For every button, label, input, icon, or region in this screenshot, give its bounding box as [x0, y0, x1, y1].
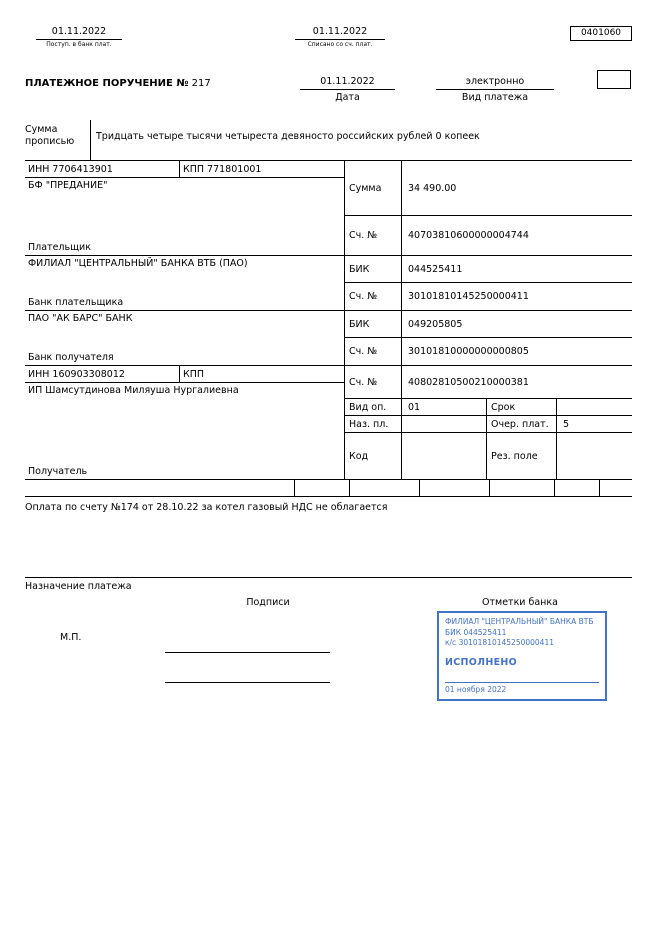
received-date-block: [36, 26, 122, 48]
priority-value: 5: [563, 418, 570, 430]
status-code-box: [597, 70, 631, 89]
purpose-code-label: Наз. пл.: [345, 416, 402, 432]
op-kind-row: [345, 399, 632, 416]
payment-order-table: [25, 160, 632, 480]
document-date: 01.11.2022: [300, 76, 395, 90]
budget-field-cell: [350, 479, 420, 496]
document-title-text: ПЛАТЕЖНОЕ ПОРУЧЕНИЕ №: [25, 78, 189, 89]
amount-words-label-1: Сумма: [25, 124, 58, 135]
payment-kind-block: [436, 76, 554, 103]
payment-kind-label: Вид платежа: [461, 92, 529, 103]
document-number: 217: [191, 78, 211, 89]
purpose-code-row: [345, 416, 632, 433]
payment-purpose-label: Назначение платежа: [25, 581, 132, 592]
reserve-value: [557, 433, 632, 479]
code-value: [402, 433, 487, 479]
payer-bank-name: ФИЛИАЛ "ЦЕНТРАЛЬНЫЙ" БАНКА ВТБ (ПАО): [28, 258, 248, 269]
stamp-bik: БИК 044525411: [445, 627, 507, 637]
payment-purpose-text: Оплата по счету №174 от 28.10.22 за котел газовый НДС не облагается: [25, 502, 388, 513]
payee-bank-account-value: 30101810000000000805: [408, 346, 529, 357]
payer-account-row: [345, 216, 632, 256]
payer-bank-bik-label: БИК: [345, 256, 402, 282]
amount-words-divider: [90, 120, 91, 160]
payee-name: ИП Шамсутдинова Миляуша Нургалиевна: [28, 385, 239, 396]
signature-line-1: [165, 652, 330, 653]
budget-field-cell: [555, 479, 600, 496]
budget-field-cell: [295, 479, 350, 496]
document-date-block: [300, 76, 395, 103]
payer-account-value: 40703810600000004744: [408, 230, 529, 241]
debited-date-block: [295, 26, 385, 48]
bank-marks-label: Отметки банка: [482, 597, 558, 608]
payer-bank-account-label: Сч. №: [345, 283, 402, 310]
signature-line-2: [165, 682, 330, 683]
term-label: Срок: [487, 399, 557, 415]
op-kind-label: Вид оп.: [345, 399, 402, 415]
payer-bank-cell: [25, 256, 344, 311]
document-title: [25, 78, 211, 89]
signatures-label: Подписи: [246, 597, 290, 608]
payee-bank-account-label: Сч. №: [345, 338, 402, 365]
amount-row: [345, 161, 632, 216]
debited-date-label: Списано со сч. плат.: [307, 41, 373, 48]
payer-bank-bik-value: 044525411: [408, 263, 463, 275]
parties-column: [25, 161, 345, 479]
payer-bank-account-value: 30101810145250000411: [408, 291, 529, 302]
payee-account-row: [345, 366, 632, 399]
payee-bank-name: ПАО "АК БАРС" БАНК: [28, 313, 133, 324]
payer-inn: ИНН 7706413901: [25, 161, 180, 177]
budget-fields-row: [25, 479, 632, 497]
budget-field-cell: [420, 479, 490, 496]
payee-bank-label: Банк получателя: [28, 352, 114, 363]
payer-name: БФ "ПРЕДАНИЕ": [28, 180, 108, 191]
purpose-code-value: [402, 416, 487, 432]
debited-date: 01.11.2022: [295, 26, 385, 40]
payee-bank-bik-value: 049205805: [408, 318, 463, 330]
document-date-label: Дата: [335, 92, 360, 103]
amount-label: Сумма: [345, 161, 402, 215]
payee-bank-bik-label: БИК: [345, 311, 402, 337]
payee-cell: [25, 383, 344, 479]
form-code-box: 0401060: [570, 26, 632, 41]
op-kind-value: 01: [402, 399, 487, 415]
payer-kpp: КПП 771801001: [183, 163, 262, 175]
amount-words-label-2: прописью: [25, 136, 75, 147]
term-value: [557, 399, 632, 415]
payee-account-label: Сч. №: [345, 366, 402, 398]
payer-bank-account-row: [345, 283, 632, 311]
budget-field-cell: [25, 479, 295, 496]
payee-kpp: КПП: [183, 368, 205, 380]
code-label: Код: [345, 433, 402, 479]
stamp-status: ИСПОЛНЕНО: [445, 656, 518, 668]
code-row: [345, 433, 632, 479]
budget-field-cell: [600, 479, 632, 496]
requisites-column: [345, 161, 632, 479]
payee-label: Получатель: [28, 466, 88, 477]
amount-words-value: Тридцать четыре тысячи четыреста девяносто российских рублей 0 копеек: [96, 131, 480, 142]
received-date: 01.11.2022: [36, 26, 122, 40]
stamp-place-label: М.П.: [60, 632, 82, 643]
payer-cell: [25, 178, 344, 256]
payment-kind-value: электронно: [436, 76, 554, 90]
payer-bank-bik-row: [345, 256, 632, 283]
payee-bank-account-row: [345, 338, 632, 366]
amount-value: 34 490.00: [408, 182, 457, 194]
payee-bank-bik-row: [345, 311, 632, 338]
stamp-bank-name: ФИЛИАЛ "ЦЕНТРАЛЬНЫЙ" БАНКА ВТБ: [445, 617, 594, 626]
payee-inn: ИНН 160903308012: [25, 366, 180, 382]
payee-account-value: 40802810500210000381: [408, 376, 529, 388]
payer-bank-label: Банк плательщика: [28, 297, 124, 308]
payer-account-label: Сч. №: [345, 216, 402, 255]
payer-label: Плательщик: [28, 242, 91, 253]
bank-stamp: [437, 611, 607, 701]
payer-inn-kpp-row: [25, 161, 344, 178]
budget-field-cell: [490, 479, 555, 496]
reserve-label: Рез. поле: [487, 433, 557, 479]
payee-inn-kpp-row: [25, 366, 344, 383]
received-date-label: Поступ. в банк плат.: [46, 41, 112, 48]
payee-bank-cell: [25, 311, 344, 366]
payment-purpose-underline: [25, 577, 632, 578]
stamp-date: 01 ноября 2022: [445, 682, 599, 696]
stamp-corr-account: к/с 30101810145250000411: [445, 638, 554, 647]
priority-label: Очер. плат.: [487, 416, 557, 432]
